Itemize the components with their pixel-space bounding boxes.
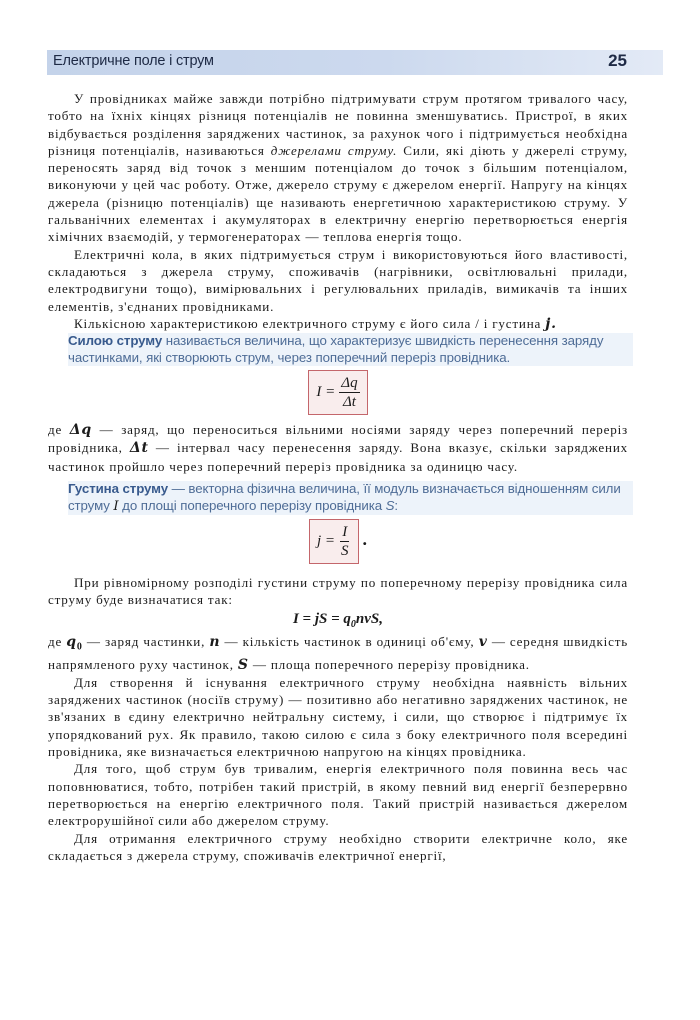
paragraph-quantitative: Кількісною характеристикою електричного струму є його сила / і густина j. (74, 315, 557, 332)
definition-current-strength: Силою струму називається величина, що характеризує швидкість перенесення заряду частинками, які створюють струм, через поперечний переріз провідника. (68, 333, 633, 366)
symbol-j: j. (545, 315, 557, 332)
term-current-sources: джерелами струму. (270, 142, 398, 158)
paragraph-conditions: Для створення й існування електричного струму необхідна наявність вільних заряджених частинок (носіїв струму) — позитивно або негативно заряджених частинок, не зв'язаних в єдину електрично нейтральну систему, і сили, що створює і підтримує їх упорядкований рух. Як правило, такою силою є сила з боку електричного поля всередині провідника, яке визначається електричною напругою на кінцях провідника. (48, 674, 628, 760)
paragraph-current-sources: У провідниках майже завжди потрібно підтримувати струм протягом тривалого часу, тобто на їхніх кінцях різниця потенціалів не повинна зменшуватись. Пристрої, в яких відбувається розділення заряджених частинок, за рахунок чого і підтримується необхідна різниця потенціалів, називаються джерелами струму. Сили, які діють у джерелі струму, переносять заряд від точок з меншим потенціалом до точок з більшим потенціалом, виконуючи у цей час роботу. Отже, джерело струму є джерелом енергії. Напругу на кінцях джерела (різницю потенціалів) ще називають енергетичною характеристикою струму. У гальванічних елементах і акумуляторах в електричну енергію перетворюється енергія хімічних взаємодій, у термогенераторах — теплова енергія тощо. (48, 91, 628, 245)
paragraph-electric-circuits: Електричні кола, в яких підтримується струм і використовуються його властивості, складаються з джерела струму, споживачів (нагрівники, освітлювальні прилади, електродвигуни тощо), вимірювальних і регулювальних приладів, вимикачів та інших елементів, з'єднаних провідниками. (48, 246, 628, 314)
definition-current-density: Густина струму — векторна фізична величина, її модуль визначається відношенням сили струму I до площі поперечного перерізу провідника S: (68, 481, 633, 515)
formula-box: I = $\frac{\Delta q}{\Delta t}$ (308, 370, 367, 415)
paragraph-circuit: Для отримання електричного струму необхідно створити електричне коло, яке складається з джерела струму, споживачів електричної енергії, (48, 830, 628, 863)
page-header (47, 50, 663, 75)
formula-current-strength (48, 370, 628, 415)
page-number: 25 (608, 51, 627, 70)
page-content (48, 90, 628, 864)
paragraph-variables: де $q_0$ — заряд частинки, n — кількість частинок в одиниці об'єму, v — середня швидкість напрямленого руху частинок, S — площа поперечного перерізу провідника. (48, 633, 628, 673)
paragraph-energy: Для того, щоб струм був тривалим, енергія електричного поля повинна весь час поповнюватися, тобто, потрібен такий пристрій, в якому певний вид енергії безперервно перетворюється на енергію електричного поля. Такий пристрій називається джерелом електрорушійної сили або джерелом струму. (48, 761, 628, 829)
paragraph-uniform-distribution: При рівномірному розподілі густини струму по поперечному перерізу провідника сила струму буде визначатися так: (48, 575, 628, 608)
formula-box: j = $\frac{I}{S}$ (309, 519, 359, 564)
definition-term: Силою струму (68, 333, 163, 349)
fraction: $\frac{\Delta q}{\Delta t}$ (341, 375, 358, 411)
section-title: Електричне поле і струм (53, 53, 214, 69)
formula-current-density: j = $\frac{I}{S}$ . (48, 519, 628, 564)
paragraph-formula-explanation: де Δq — заряд, що переноситься вільними носіями заряду через поперечний переріз провідника, Δt — інтервал часу перенесення заряду. Вона вказує, скільки заряджених частинок пройшло через поперечний переріз провідника за одиницю часу. (48, 422, 628, 474)
fraction: $\frac{I}{S}$ (341, 524, 349, 560)
formula-current-expression: I = jS = $q_0nvS$, (292, 610, 384, 630)
definition-term: Густина струму (68, 481, 169, 497)
